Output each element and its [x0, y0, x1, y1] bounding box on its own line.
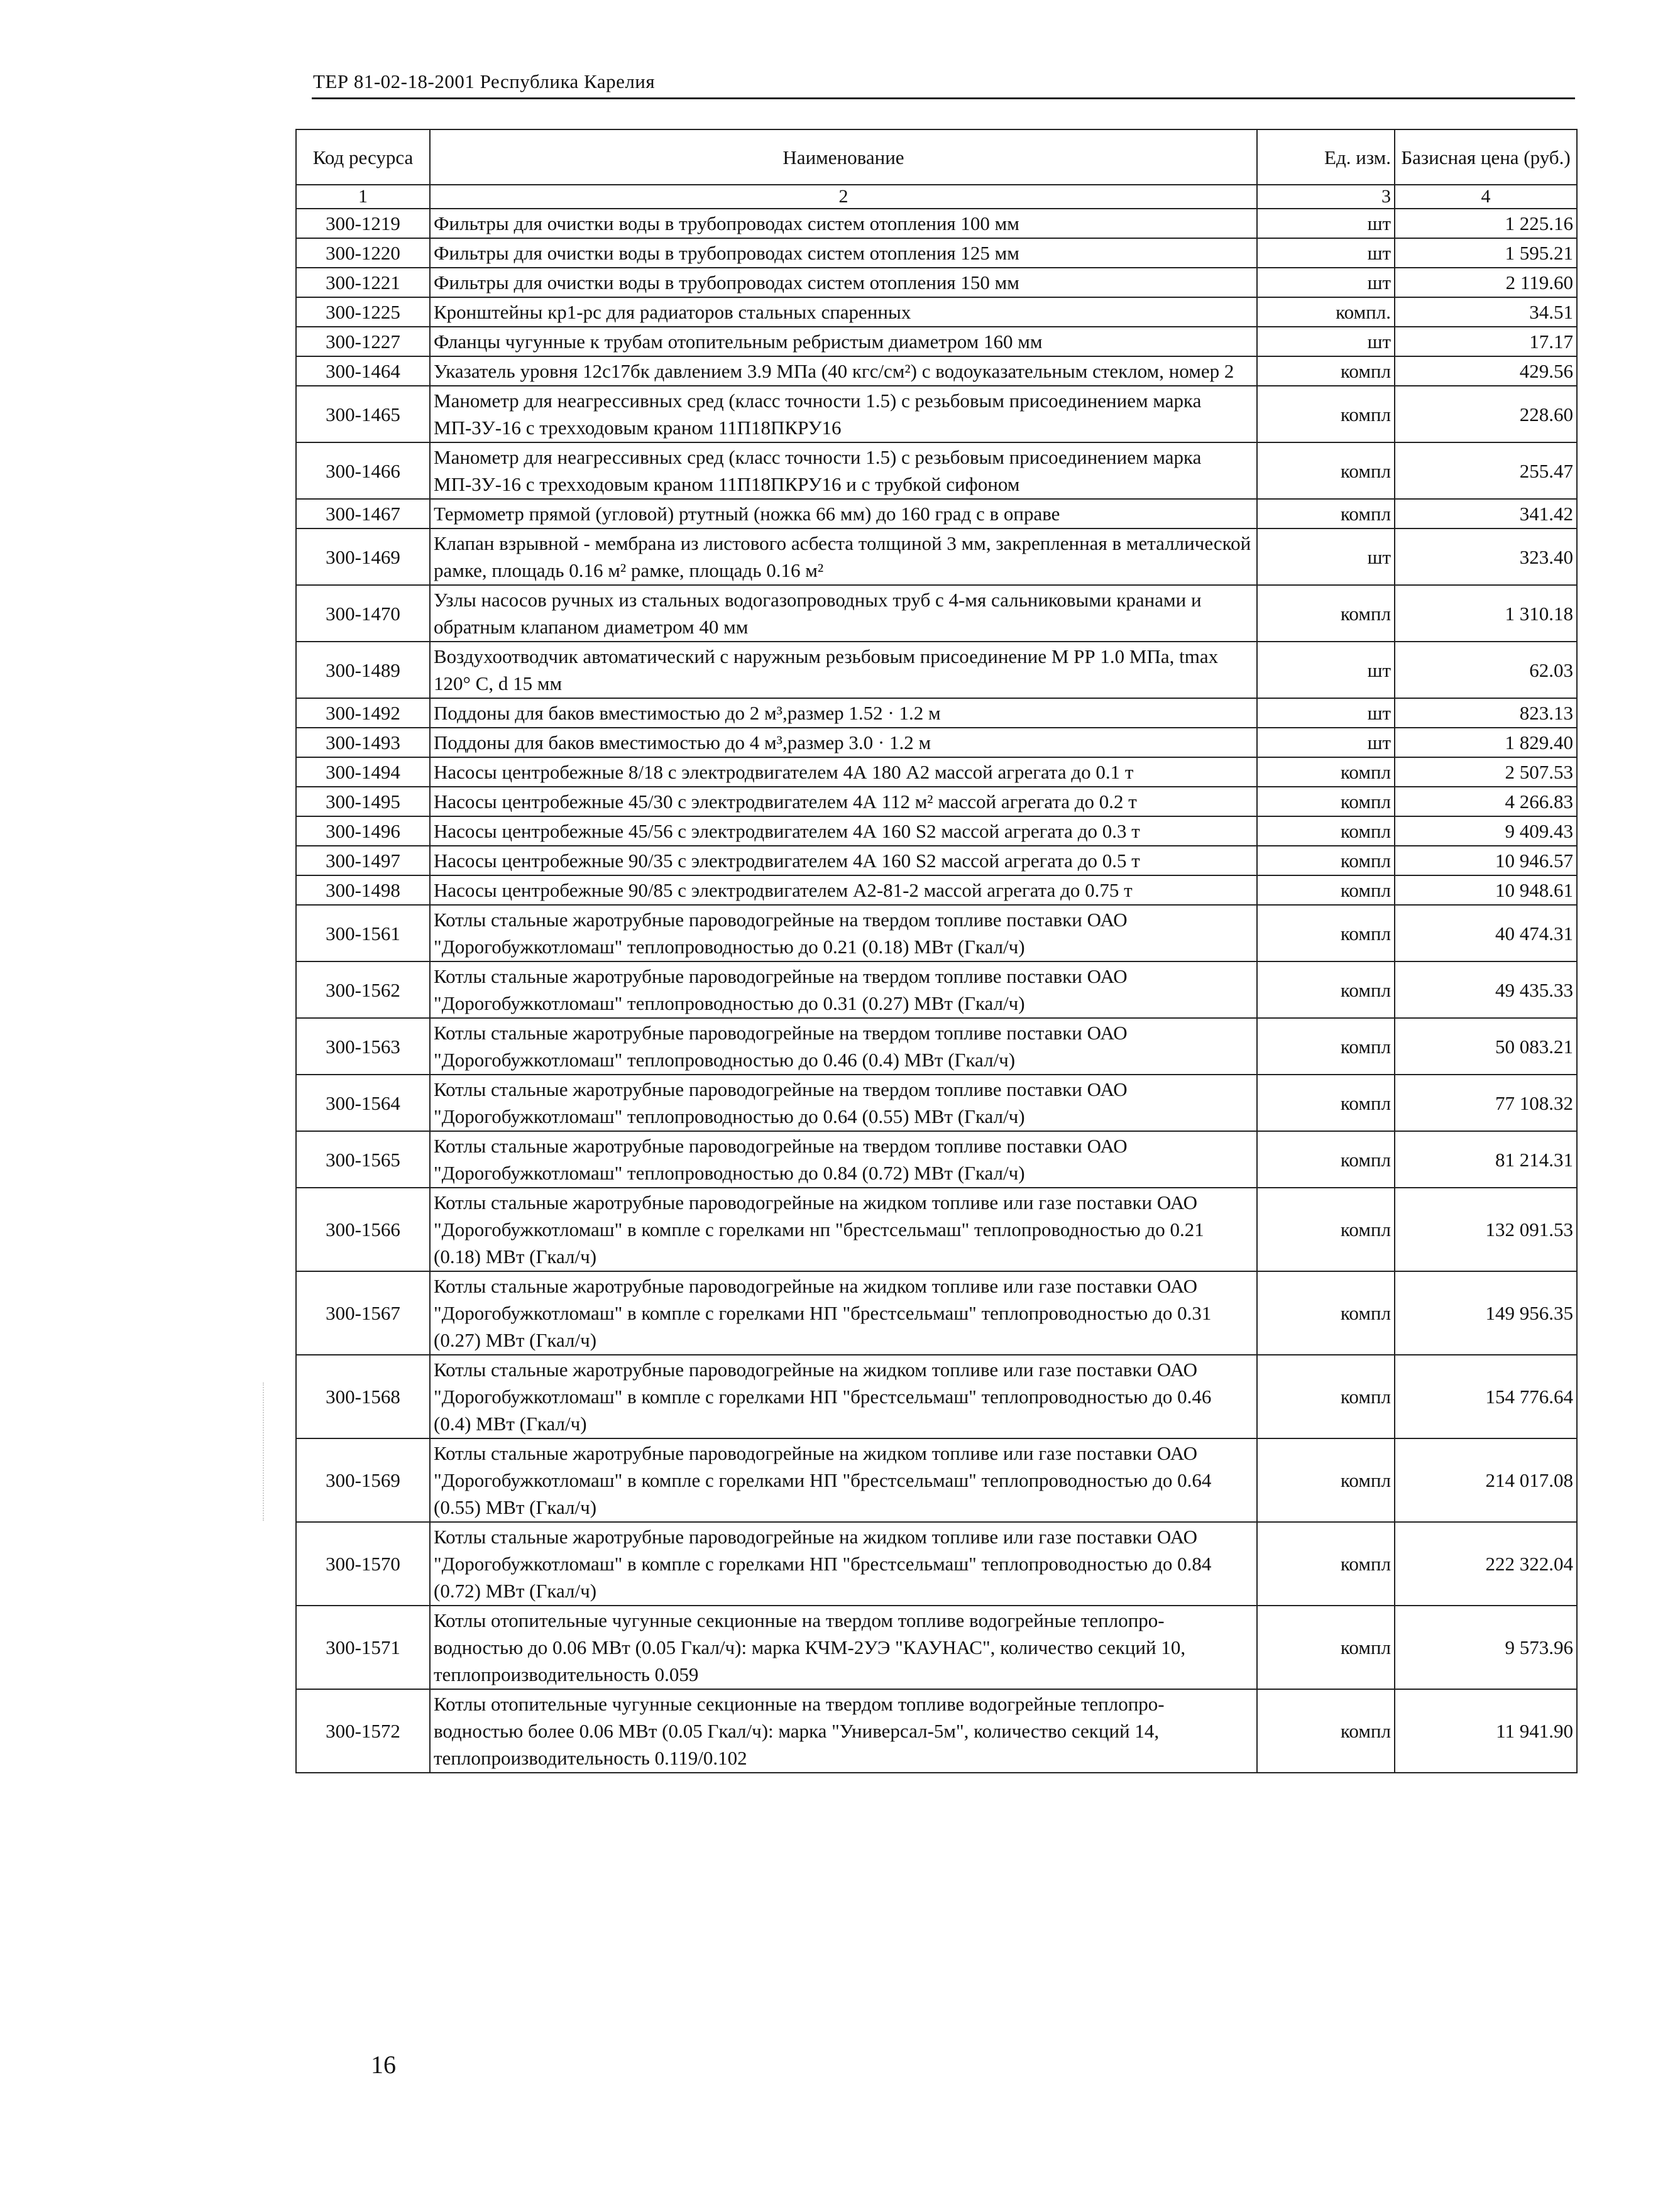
- header-unit: Ед. изм.: [1257, 129, 1395, 185]
- table-row: [296, 499, 1577, 528]
- table-row: [296, 268, 1577, 297]
- column-number: 1: [296, 185, 430, 209]
- base-price: 77 108.32: [1395, 1075, 1577, 1131]
- base-price: 1 225.16: [1395, 209, 1577, 238]
- base-price: 341.42: [1395, 499, 1577, 528]
- table-row: [296, 356, 1577, 386]
- resource-name: Указатель уровня 12с17бк давлением 3.9 МПа (40 кгс/см²) с водоуказательным стеклом, номер 2: [430, 356, 1257, 386]
- base-price: 132 091.53: [1395, 1188, 1577, 1271]
- resource-name: Воздухоотводчик автоматический с наружным резьбовым присоединение М РР 1.0 МПа, tmax 120° С, d 15 мм: [430, 642, 1257, 698]
- table-row: [296, 1689, 1577, 1773]
- table-row: [296, 1271, 1577, 1355]
- resource-code: 300-1569: [296, 1438, 430, 1522]
- resource-code: 300-1564: [296, 1075, 430, 1131]
- header-rule: [312, 97, 1575, 99]
- resource-name: Фильтры для очистки воды в трубопроводах систем отопления 100 мм: [430, 209, 1257, 238]
- table-row: [296, 1606, 1577, 1689]
- resource-code: 300-1566: [296, 1188, 430, 1271]
- base-price: 2 119.60: [1395, 268, 1577, 297]
- resource-name: Насосы центробежные 45/56 с электродвигателем 4А 160 S2 массой агрегата до 0.3 т: [430, 816, 1257, 846]
- base-price: 154 776.64: [1395, 1355, 1577, 1438]
- resource-code: 300-1568: [296, 1355, 430, 1438]
- resource-name: Насосы центробежные 90/35 с электродвигателем 4А 160 S2 массой агрегата до 0.5 т: [430, 846, 1257, 875]
- table-row: [296, 585, 1577, 642]
- unit-of-measure: компл: [1257, 1606, 1395, 1689]
- base-price: 1 310.18: [1395, 585, 1577, 642]
- base-price: 9 573.96: [1395, 1606, 1577, 1689]
- base-price: 1 595.21: [1395, 238, 1577, 268]
- resource-name: Котлы стальные жаротрубные пароводогрейные на жидком топливе или газе поставки ОАО "Дорогобужкотломаш" в компле с горелками нп "брестсельмаш" теплопроводностью до 0.21 (0.18) МВт (Гкал/ч): [430, 1188, 1257, 1271]
- header-name: Наименование: [430, 129, 1257, 185]
- base-price: 222 322.04: [1395, 1522, 1577, 1606]
- table-row: [296, 327, 1577, 356]
- table-row: [296, 297, 1577, 327]
- unit-of-measure: шт: [1257, 209, 1395, 238]
- resource-name: Манометр для неагрессивных сред (класс точности 1.5) с резьбовым присоединением марка МП-3У-16 с трехходовым краном 11П18ПКРУ16: [430, 386, 1257, 442]
- base-price: 9 409.43: [1395, 816, 1577, 846]
- table-row: [296, 846, 1577, 875]
- resource-name: Котлы стальные жаротрубные пароводогрейные на твердом топливе поставки ОАО "Дорогобужкотломаш" теплопроводностью до 0.21 (0.18) МВт (Гкал/ч): [430, 905, 1257, 961]
- unit-of-measure: компл: [1257, 442, 1395, 499]
- resource-name: Котлы стальные жаротрубные пароводогрейные на твердом топливе поставки ОАО "Дорогобужкотломаш" теплопроводностью до 0.46 (0.4) МВт (Гкал/ч): [430, 1018, 1257, 1075]
- base-price: 10 948.61: [1395, 875, 1577, 905]
- resource-code: 300-1221: [296, 268, 430, 297]
- unit-of-measure: компл: [1257, 1271, 1395, 1355]
- base-price: 823.13: [1395, 698, 1577, 728]
- base-price: 1 829.40: [1395, 728, 1577, 757]
- resource-code: 300-1565: [296, 1131, 430, 1188]
- resource-name: Котлы стальные жаротрубные пароводогрейные на твердом топливе поставки ОАО "Дорогобужкотломаш" теплопроводностью до 0.64 (0.55) МВт (Гкал/ч): [430, 1075, 1257, 1131]
- resource-code: 300-1227: [296, 327, 430, 356]
- table-row: [296, 1355, 1577, 1438]
- table-row: [296, 787, 1577, 816]
- resource-name: Насосы центробежные 45/30 с электродвигателем 4А 112 м² массой агрегата до 0.2 т: [430, 787, 1257, 816]
- resource-code: 300-1492: [296, 698, 430, 728]
- column-number: 2: [430, 185, 1257, 209]
- resource-name: Котлы стальные жаротрубные пароводогрейные на жидком топливе или газе поставки ОАО "Дорогобужкотломаш" в компле с горелками НП "брестсельмаш" теплопроводностью до 0.31 (0.27) МВт (Гкал/ч): [430, 1271, 1257, 1355]
- base-price: 149 956.35: [1395, 1271, 1577, 1355]
- table-row: [296, 1188, 1577, 1271]
- resource-name: Манометр для неагрессивных сред (класс точности 1.5) с резьбовым присоединением марка МП-3У-16 с трехходовым краном 11П18ПКРУ16 и с трубкой сифоном: [430, 442, 1257, 499]
- unit-of-measure: шт: [1257, 728, 1395, 757]
- unit-of-measure: компл: [1257, 816, 1395, 846]
- table-row: [296, 442, 1577, 499]
- table-row: [296, 1522, 1577, 1606]
- table-row: [296, 1075, 1577, 1131]
- resource-code: 300-1489: [296, 642, 430, 698]
- base-price: 323.40: [1395, 528, 1577, 585]
- base-price: 255.47: [1395, 442, 1577, 499]
- page-number: 16: [371, 2050, 396, 2079]
- header-price: Базисная цена (руб.): [1395, 129, 1577, 185]
- resource-price-table: [295, 129, 1578, 1773]
- resource-name: Фланцы чугунные к трубам отопительным ребристым диаметром 160 мм: [430, 327, 1257, 356]
- unit-of-measure: компл: [1257, 1188, 1395, 1271]
- resource-name: Котлы стальные жаротрубные пароводогрейные на твердом топливе поставки ОАО "Дорогобужкотломаш" теплопроводностью до 0.84 (0.72) МВт (Гкал/ч): [430, 1131, 1257, 1188]
- unit-of-measure: компл: [1257, 1355, 1395, 1438]
- table-row: [296, 816, 1577, 846]
- unit-of-measure: компл: [1257, 787, 1395, 816]
- resource-name: Котлы отопительные чугунные секционные на твердом топливе водогрейные теплопро-водностью более 0.06 МВт (0.05 Гкал/ч): марка "Универсал-5м", количество секций 14, теплопроизводительность 0.119/0.102: [430, 1689, 1257, 1773]
- resource-code: 300-1497: [296, 846, 430, 875]
- table-row: [296, 905, 1577, 961]
- table-body: [296, 209, 1577, 1773]
- unit-of-measure: компл: [1257, 1438, 1395, 1522]
- resource-code: 300-1464: [296, 356, 430, 386]
- unit-of-measure: компл: [1257, 757, 1395, 787]
- table-row: [296, 1131, 1577, 1188]
- unit-of-measure: компл: [1257, 905, 1395, 961]
- base-price: 62.03: [1395, 642, 1577, 698]
- resource-name: Насосы центробежные 8/18 с электродвигателем 4А 180 А2 массой агрегата до 0.1 т: [430, 757, 1257, 787]
- resource-name: Фильтры для очистки воды в трубопроводах систем отопления 125 мм: [430, 238, 1257, 268]
- resource-code: 300-1571: [296, 1606, 430, 1689]
- base-price: 11 941.90: [1395, 1689, 1577, 1773]
- resource-code: 300-1570: [296, 1522, 430, 1606]
- scan-artifact: [263, 1382, 265, 1521]
- column-number: 3: [1257, 185, 1395, 209]
- resource-code: 300-1465: [296, 386, 430, 442]
- resource-name: Насосы центробежные 90/85 с электродвигателем А2-81-2 массой агрегата до 0.75 т: [430, 875, 1257, 905]
- resource-code: 300-1572: [296, 1689, 430, 1773]
- base-price: 2 507.53: [1395, 757, 1577, 787]
- resource-code: 300-1469: [296, 528, 430, 585]
- resource-name: Поддоны для баков вместимостью до 2 м³,размер 1.52 · 1.2 м: [430, 698, 1257, 728]
- unit-of-measure: шт: [1257, 642, 1395, 698]
- column-number: 4: [1395, 185, 1577, 209]
- resource-name: Поддоны для баков вместимостью до 4 м³,размер 3.0 · 1.2 м: [430, 728, 1257, 757]
- resource-code: 300-1561: [296, 905, 430, 961]
- resource-code: 300-1495: [296, 787, 430, 816]
- table-row: [296, 875, 1577, 905]
- unit-of-measure: компл: [1257, 1131, 1395, 1188]
- resource-name: Котлы стальные жаротрубные пароводогрейные на твердом топливе поставки ОАО "Дорогобужкотломаш" теплопроводностью до 0.31 (0.27) МВт (Гкал/ч): [430, 961, 1257, 1018]
- resource-name: Термометр прямой (угловой) ртутный (ножка 66 мм) до 160 град с в оправе: [430, 499, 1257, 528]
- unit-of-measure: компл.: [1257, 297, 1395, 327]
- resource-code: 300-1220: [296, 238, 430, 268]
- resource-code: 300-1493: [296, 728, 430, 757]
- table-row: [296, 528, 1577, 585]
- base-price: 4 266.83: [1395, 787, 1577, 816]
- unit-of-measure: шт: [1257, 327, 1395, 356]
- table-row: [296, 642, 1577, 698]
- resource-name: Котлы стальные жаротрубные пароводогрейные на жидком топливе или газе поставки ОАО "Дорогобужкотломаш" в компле с горелками НП "брестсельмаш" теплопроводностью до 0.64 (0.55) МВт (Гкал/ч): [430, 1438, 1257, 1522]
- table-row: [296, 1438, 1577, 1522]
- resource-name: Котлы отопительные чугунные секционные на твердом топливе водогрейные теплопро-водностью до 0.06 МВт (0.05 Гкал/ч): марка КЧМ-2УЭ "КАУНАС", количество секций 10, теплопроизводительность 0.059: [430, 1606, 1257, 1689]
- table-row: [296, 209, 1577, 238]
- unit-of-measure: шт: [1257, 528, 1395, 585]
- table-row: [296, 961, 1577, 1018]
- header-code: Код ресурса: [296, 129, 430, 185]
- base-price: 49 435.33: [1395, 961, 1577, 1018]
- resource-code: 300-1563: [296, 1018, 430, 1075]
- unit-of-measure: компл: [1257, 1689, 1395, 1773]
- resource-code: 300-1562: [296, 961, 430, 1018]
- resource-code: 300-1496: [296, 816, 430, 846]
- table-row: [296, 757, 1577, 787]
- resource-code: 300-1498: [296, 875, 430, 905]
- resource-code: 300-1466: [296, 442, 430, 499]
- unit-of-measure: шт: [1257, 698, 1395, 728]
- unit-of-measure: компл: [1257, 499, 1395, 528]
- unit-of-measure: компл: [1257, 875, 1395, 905]
- table-row: [296, 698, 1577, 728]
- resource-code: 300-1467: [296, 499, 430, 528]
- resource-name: Котлы стальные жаротрубные пароводогрейные на жидком топливе или газе поставки ОАО "Дорогобужкотломаш" в компле с горелками НП "брестсельмаш" теплопроводностью до 0.84 (0.72) МВт (Гкал/ч): [430, 1522, 1257, 1606]
- resource-name: Узлы насосов ручных из стальных водогазопроводных труб с 4-мя сальниковыми кранами и обратным клапаном диаметром 40 мм: [430, 585, 1257, 642]
- resource-code: 300-1470: [296, 585, 430, 642]
- base-price: 40 474.31: [1395, 905, 1577, 961]
- unit-of-measure: шт: [1257, 238, 1395, 268]
- unit-of-measure: компл: [1257, 356, 1395, 386]
- unit-of-measure: шт: [1257, 268, 1395, 297]
- base-price: 10 946.57: [1395, 846, 1577, 875]
- unit-of-measure: компл: [1257, 585, 1395, 642]
- resource-code: 300-1219: [296, 209, 430, 238]
- resource-name: Клапан взрывной - мембрана из листового асбеста толщиной 3 мм, закрепленная в металлической рамке, площадь 0.16 м² рамке, площадь 0.16 м²: [430, 528, 1257, 585]
- unit-of-measure: компл: [1257, 846, 1395, 875]
- base-price: 34.51: [1395, 297, 1577, 327]
- base-price: 81 214.31: [1395, 1131, 1577, 1188]
- table-row: [296, 1018, 1577, 1075]
- unit-of-measure: компл: [1257, 1522, 1395, 1606]
- table-header-row: [296, 129, 1577, 185]
- column-number-row: [296, 185, 1577, 209]
- resource-code: 300-1225: [296, 297, 430, 327]
- base-price: 17.17: [1395, 327, 1577, 356]
- resource-code: 300-1567: [296, 1271, 430, 1355]
- base-price: 214 017.08: [1395, 1438, 1577, 1522]
- resource-name: Фильтры для очистки воды в трубопроводах систем отопления 150 мм: [430, 268, 1257, 297]
- page-header: ТЕР 81-02-18-2001 Республика Карелия: [313, 70, 656, 92]
- table-row: [296, 386, 1577, 442]
- resource-name: Кронштейны кр1-рс для радиаторов стальных спаренных: [430, 297, 1257, 327]
- unit-of-measure: компл: [1257, 961, 1395, 1018]
- resource-name: Котлы стальные жаротрубные пароводогрейные на жидком топливе или газе поставки ОАО "Дорогобужкотломаш" в компле с горелками НП "брестсельмаш" теплопроводностью до 0.46 (0.4) МВт (Гкал/ч): [430, 1355, 1257, 1438]
- table-row: [296, 728, 1577, 757]
- base-price: 50 083.21: [1395, 1018, 1577, 1075]
- base-price: 429.56: [1395, 356, 1577, 386]
- unit-of-measure: компл: [1257, 1075, 1395, 1131]
- base-price: 228.60: [1395, 386, 1577, 442]
- unit-of-measure: компл: [1257, 1018, 1395, 1075]
- resource-code: 300-1494: [296, 757, 430, 787]
- unit-of-measure: компл: [1257, 386, 1395, 442]
- table-row: [296, 238, 1577, 268]
